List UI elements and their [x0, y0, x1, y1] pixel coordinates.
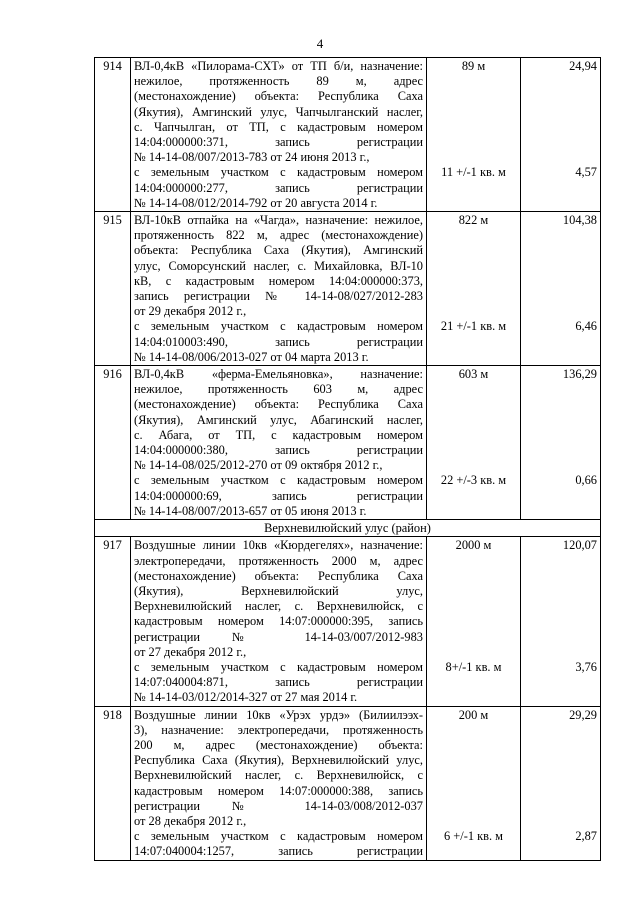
description-line: (Якутия), Верхневилюйский улус, — [134, 583, 423, 598]
table-row — [95, 537, 601, 706]
length-value: 89 м — [461, 59, 486, 73]
description-line: № 14-14-08/025/2012-270 от 09 октября 2012 г., — [134, 458, 383, 473]
description-line: от 27 декабря 2012 г., — [134, 644, 247, 659]
description-line: 200 м, адрес (местонахождение) объекта: — [134, 737, 423, 752]
description-line: (Якутия), Амгинский улус, Чапчылганский наслег, — [134, 104, 423, 119]
description-line: 3), назначение: электропередачи, протяженность — [134, 722, 423, 737]
description-line: Воздушные линии 10кв «Урэх урдэ» (Билиилээх- — [134, 707, 423, 722]
land-value: 2,87 — [575, 829, 597, 844]
row-number: 914 — [95, 58, 131, 212]
description-line: (Якутия), Амгинский улус, Абагинский наслег, — [134, 412, 423, 427]
value-cell — [521, 706, 601, 860]
district-heading: Верхневилюйский улус (район) — [95, 520, 601, 537]
description-line: от 28 декабря 2012 г., — [134, 813, 247, 828]
row-number: 918 — [95, 706, 131, 860]
description-line: № 14-14-08/007/2013-657 от 05 июня 2013 г. — [134, 503, 367, 518]
line-value: 24,94 — [569, 59, 597, 73]
land-value: 0,66 — [575, 473, 597, 488]
description-line: № 14-14-08/006/2013-027 от 04 марта 2013 г. — [134, 349, 369, 364]
table-row — [95, 366, 601, 520]
land-area-value: 8+/-1 кв. м — [445, 659, 502, 674]
length-value: 822 м — [458, 213, 489, 228]
description-line: 14:07:040004:871, запись регистрации — [134, 675, 423, 690]
table-row — [95, 58, 601, 212]
description-line: Верхневилюйский наслег, с. Верхневилюйск, с — [134, 599, 423, 614]
length-value: 200 м — [458, 707, 489, 722]
length-area-cell — [427, 537, 521, 706]
land-area-value: 21 +/-1 кв. м — [440, 319, 507, 334]
description-line: 14:04:000000:380, запись регистрации — [134, 443, 423, 458]
land-value: 4,57 — [575, 165, 597, 180]
object-description — [131, 212, 427, 366]
object-description — [131, 537, 427, 706]
description-line: регистрации № 14-14-03/007/2012-983 — [134, 629, 423, 644]
description-line: ВЛ-0,4кВ «Пилорама-СХТ» от ТП б/и, назначение: — [134, 59, 423, 73]
line-value: 104,38 — [562, 213, 597, 228]
description-line: с. Чапчылган, от ТП, с кадастровым номером — [134, 119, 423, 134]
description-line: с земельным участком с кадастровым номером — [134, 829, 423, 844]
description-line: улус, Соморсунский наслег, с. Михайловка, ВЛ-10 — [134, 258, 423, 273]
length-area-cell — [427, 212, 521, 366]
page-number: 4 — [316, 36, 324, 51]
land-area-value: 6 +/-1 кв. м — [443, 829, 504, 844]
line-value: 29,29 — [569, 707, 597, 722]
description-line: Воздушные линии 10кв «Кюрдегелях», назначение: — [134, 538, 423, 553]
description-line: 14:04:010003:490, запись регистрации — [134, 334, 423, 349]
description-line: с земельным участком с кадастровым номером — [134, 319, 423, 334]
description-line: запись регистрации № 14-14-08/027/2012-283 — [134, 289, 423, 304]
table-row — [95, 706, 601, 860]
description-line: (местонахождение) объекта: Республика Саха — [134, 397, 423, 412]
description-line: 14:04:000000:69, запись регистрации — [134, 488, 423, 503]
description-line: ВЛ-10кВ отпайка на «Чагда», назначение: нежилое, — [134, 213, 423, 228]
length-value: 603 м — [458, 367, 489, 382]
registry-table-body — [95, 58, 601, 861]
district-row — [95, 520, 601, 537]
description-line: с земельным участком с кадастровым номером — [134, 165, 423, 180]
description-line: кадастровым номером 14:07:000000:395, запись — [134, 614, 423, 629]
row-number: 917 — [95, 537, 131, 706]
land-value: 3,76 — [575, 659, 597, 674]
description-line: 14:04:000000:277, запись регистрации — [134, 180, 423, 195]
description-line: электропередачи, протяженность 2000 м, адрес — [134, 553, 423, 568]
row-number: 916 — [95, 366, 131, 520]
description-line: (местонахождение) объекта: Республика Саха — [134, 568, 423, 583]
description-line: протяженность 822 м, адрес (местонахождение) — [134, 228, 423, 243]
length-area-cell — [427, 58, 521, 212]
description-line: кВ, с кадастровым номером 14:04:000000:373, — [134, 273, 423, 288]
land-area-value: 22 +/-3 кв. м — [440, 473, 507, 488]
value-cell — [521, 58, 601, 212]
description-line: с. Абага, от ТП, с кадастровым номером — [134, 427, 423, 442]
land-area-value: 11 +/-1 кв. м — [441, 165, 506, 180]
description-line: регистрации № 14-14-03/008/2012-037 — [134, 798, 423, 813]
description-line: объекта: Республика Саха (Якутия), Амгинский — [134, 243, 423, 258]
length-area-cell — [427, 366, 521, 520]
description-line: (местонахождение) объекта: Республика Саха — [134, 89, 423, 104]
registry-table — [94, 57, 601, 861]
line-value: 120,07 — [562, 538, 597, 553]
value-cell — [521, 537, 601, 706]
description-line: № 14-14-08/012/2014-792 от 20 августа 2014 г. — [134, 195, 378, 210]
row-number: 915 — [95, 212, 131, 366]
description-line: от 29 декабря 2012 г., — [134, 304, 247, 319]
description-line: с земельным участком с кадастровым номером — [134, 473, 423, 488]
description-line: № 14-14-08/007/2013-783 от 24 июня 2013 г., — [134, 150, 370, 165]
value-cell — [521, 366, 601, 520]
object-description — [131, 366, 427, 520]
description-line: нежилое, протяженность 89 м, адрес — [134, 74, 423, 89]
description-line: № 14-14-03/012/2014-327 от 27 мая 2014 г. — [134, 690, 358, 705]
value-cell — [521, 212, 601, 366]
description-line: с земельным участком с кадастровым номером — [134, 659, 423, 674]
land-value: 6,46 — [575, 319, 597, 334]
description-line: ВЛ-0,4кВ «ферма-Емельяновка», назначение: — [134, 367, 423, 382]
description-line: 14:07:040004:1257, запись регистрации — [134, 844, 423, 859]
length-area-cell — [427, 706, 521, 860]
description-line: нежилое, протяженность 603 м, адрес — [134, 382, 423, 397]
length-value: 2000 м — [455, 538, 492, 553]
table-row — [95, 212, 601, 366]
description-line: Верхневилюйский наслег, с. Верхневилюйск, с — [134, 768, 423, 783]
description-line: Республика Саха (Якутия), Верхневилюйский улус, — [134, 753, 423, 768]
object-description — [131, 706, 427, 860]
description-line: 14:04:000000:371, запись регистрации — [134, 135, 423, 150]
object-description — [131, 58, 427, 212]
description-line: кадастровым номером 14:07:000000:388, запись — [134, 783, 423, 798]
line-value: 136,29 — [562, 367, 597, 382]
